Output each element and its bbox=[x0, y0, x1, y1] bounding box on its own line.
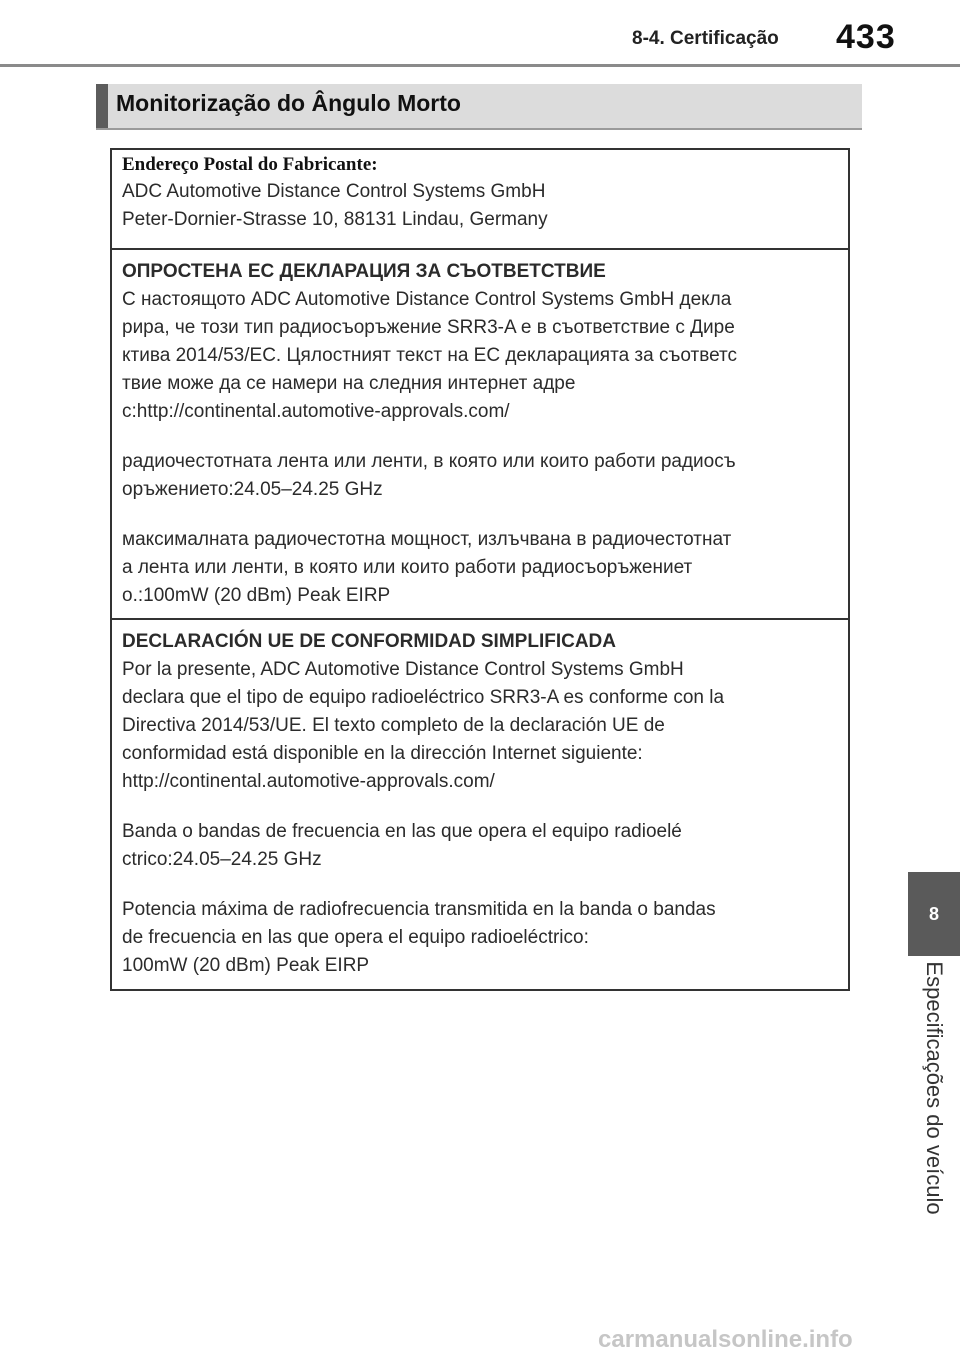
title-bar bbox=[96, 84, 862, 130]
spanish-line: Directiva 2014/53/UE. El texto completo de la declaración UE de bbox=[122, 715, 665, 736]
bulgarian-line: ктива 2014/53/ЕС. Цялостният текст на ЕС декларацията за съответс bbox=[122, 345, 738, 366]
address-line: Peter-Dornier-Strasse 10, 88131 Lindau, Germany bbox=[122, 209, 548, 230]
title-accent bbox=[96, 84, 108, 128]
address-heading: Endereço Postal do Fabricante: bbox=[122, 154, 378, 175]
spanish-declaration-cell bbox=[112, 620, 848, 989]
bulgarian-line: рира, че този тип радиосъоръжение SRR3-A е в съответствие с Дире bbox=[122, 317, 735, 338]
section-label: 8-4. Certificação bbox=[632, 28, 779, 49]
bulgarian-line: максималната радиочестотна мощност, излъчвана в радиочестотнат bbox=[122, 529, 732, 550]
bulgarian-line: о.:100mW (20 dBm) Peak EIRP bbox=[122, 585, 391, 606]
spanish-line: Por la presente, ADC Automotive Distance Control Systems GmbH bbox=[122, 659, 684, 680]
bulgarian-line: а лента или ленти, в която или които работи радиосъоръжениет bbox=[122, 557, 693, 578]
chapter-number: 8 bbox=[928, 903, 939, 924]
spanish-heading: DECLARACIÓN UE DE CONFORMIDAD SIMPLIFICADA bbox=[122, 631, 616, 652]
address-line: ADC Automotive Distance Control Systems GmbH bbox=[122, 181, 546, 202]
bulgarian-heading: ОПРОСТЕНА ЕС ДЕКЛАРАЦИЯ ЗА СЪОТВЕТСТВИЕ bbox=[122, 261, 606, 282]
spanish-url: http://continental.automotive-approvals.com/ bbox=[122, 771, 495, 792]
bulgarian-line: С настоящото ADC Automotive Distance Control Systems GmbH декла bbox=[122, 289, 732, 310]
page-number: 433 bbox=[836, 18, 896, 56]
bulgarian-line: твие може да се намери на следния интернет адре bbox=[122, 373, 576, 394]
bulgarian-url: с:http://continental.automotive-approvals.com/ bbox=[122, 401, 510, 422]
address-cell bbox=[112, 150, 848, 250]
spanish-line: Potencia máxima de radiofrecuencia transmitida en la banda o bandas bbox=[122, 899, 716, 920]
chapter-title: Especificações do veículo bbox=[922, 961, 947, 1215]
bulgarian-line: оръжението:24.05–24.25 GHz bbox=[122, 479, 383, 500]
chapter-tab[interactable] bbox=[908, 872, 960, 956]
spanish-line: Banda o bandas de frecuencia en las que opera el equipo radioelé bbox=[122, 821, 682, 842]
spanish-line: de frecuencia en las que opera el equipo radioeléctrico: bbox=[122, 927, 589, 948]
bulgarian-declaration-cell bbox=[112, 250, 848, 620]
bulgarian-line: радиочестотната лента или ленти, в която или които работи радиосъ bbox=[122, 451, 736, 472]
spanish-line: 100mW (20 dBm) Peak EIRP bbox=[122, 955, 370, 976]
spanish-line: declara que el tipo de equipo radioeléctrico SRR3-A es conforme con la bbox=[122, 687, 725, 708]
spanish-line: conformidad está disponible en la dirección Internet siguiente: bbox=[122, 743, 643, 764]
certification-box bbox=[110, 148, 850, 991]
page-title: Monitorização do Ângulo Morto bbox=[116, 90, 461, 116]
watermark: carmanualsonline.info bbox=[598, 1326, 853, 1353]
header-rule bbox=[0, 64, 960, 67]
spanish-line: ctrico:24.05–24.25 GHz bbox=[122, 849, 322, 870]
